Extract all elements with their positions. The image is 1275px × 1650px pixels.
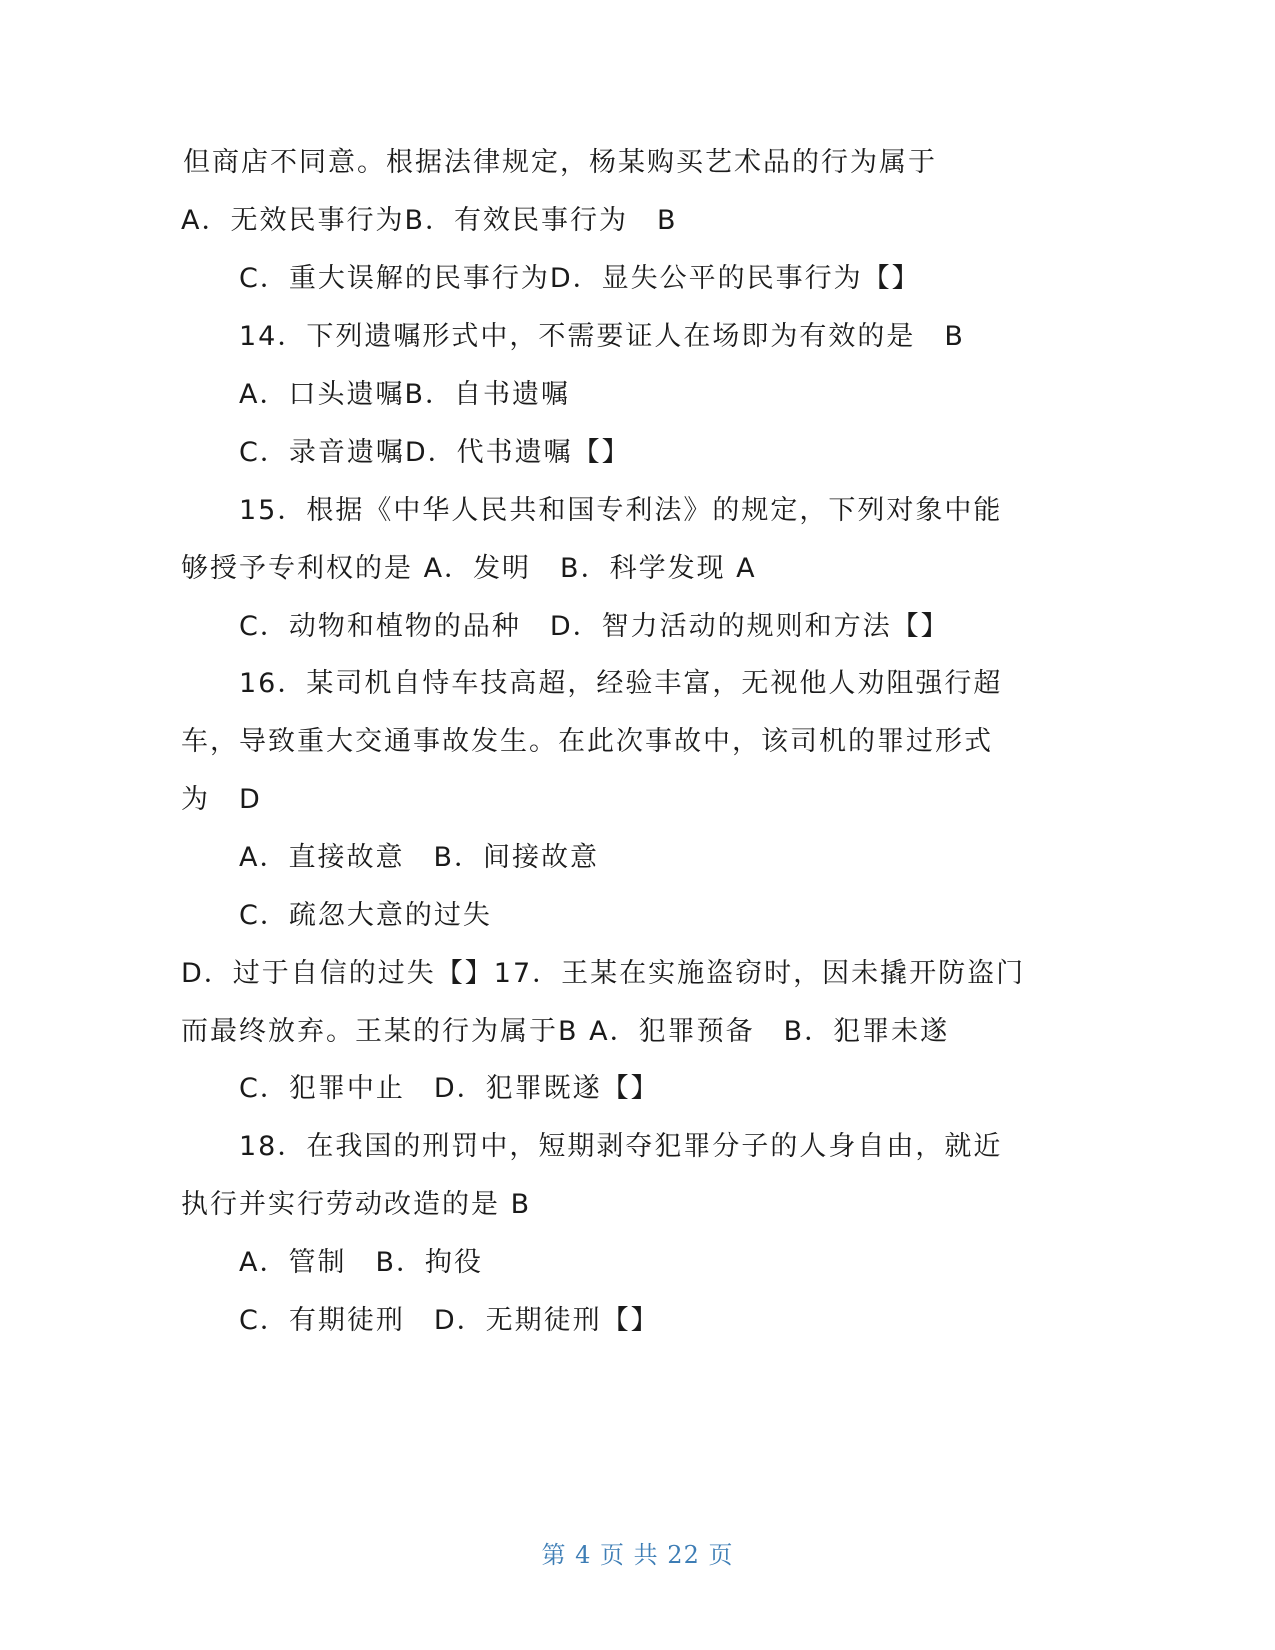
text-line: C．重大误解的民事行为D．显失公平的民事行为【】 [239, 263, 921, 294]
text-line: A．口头遗嘱B．自书遗嘱 [239, 379, 570, 410]
text-line: 18．在我国的刑罚中，短期剥夺犯罪分子的人身自由，就近 [239, 1131, 1003, 1162]
text-line: 14．下列遗嘱形式中，不需要证人在场即为有效的是 B [239, 321, 965, 352]
text-line: 执行并实行劳动改造的是 B [181, 1189, 532, 1220]
text-line: 为 D [181, 784, 262, 815]
text-line: A．管制 B．拘役 [239, 1247, 483, 1278]
text-line: 够授予专利权的是 A．发明 B．科学发现 A [181, 553, 757, 584]
text-line: C．有期徒刑 D．无期徒刑【】 [239, 1305, 660, 1336]
text-line: 16．某司机自恃车技高超，经验丰富，无视他人劝阻强行超 [239, 668, 1003, 699]
text-line: 但商店不同意。根据法律规定，杨某购买艺术品的行为属于 [183, 147, 937, 178]
page-footer: 第 4 页 共 22 页 [541, 1541, 734, 1569]
text-line: A．直接故意 B．间接故意 [239, 842, 599, 873]
text-line: C．录音遗嘱D．代书遗嘱【】 [239, 437, 631, 468]
text-line: 15．根据《中华人民共和国专利法》的规定，下列对象中能 [239, 495, 1003, 526]
text-line: C．动物和植物的品种 D．智力活动的规则和方法【】 [239, 611, 950, 642]
text-line: C．疏忽大意的过失 [239, 900, 492, 931]
text-line: 车，导致重大交通事故发生。在此次事故中，该司机的罪过形式 [181, 726, 993, 757]
text-line: D．过于自信的过失【】17．王某在实施盗窃时，因未撬开防盗门 [181, 958, 1026, 989]
text-line: A．无效民事行为B．有效民事行为 B [181, 205, 678, 236]
text-line: 而最终放弃。王某的行为属于B A．犯罪预备 B．犯罪未遂 [181, 1016, 950, 1047]
text-line: C．犯罪中止 D．犯罪既遂【】 [239, 1073, 660, 1104]
